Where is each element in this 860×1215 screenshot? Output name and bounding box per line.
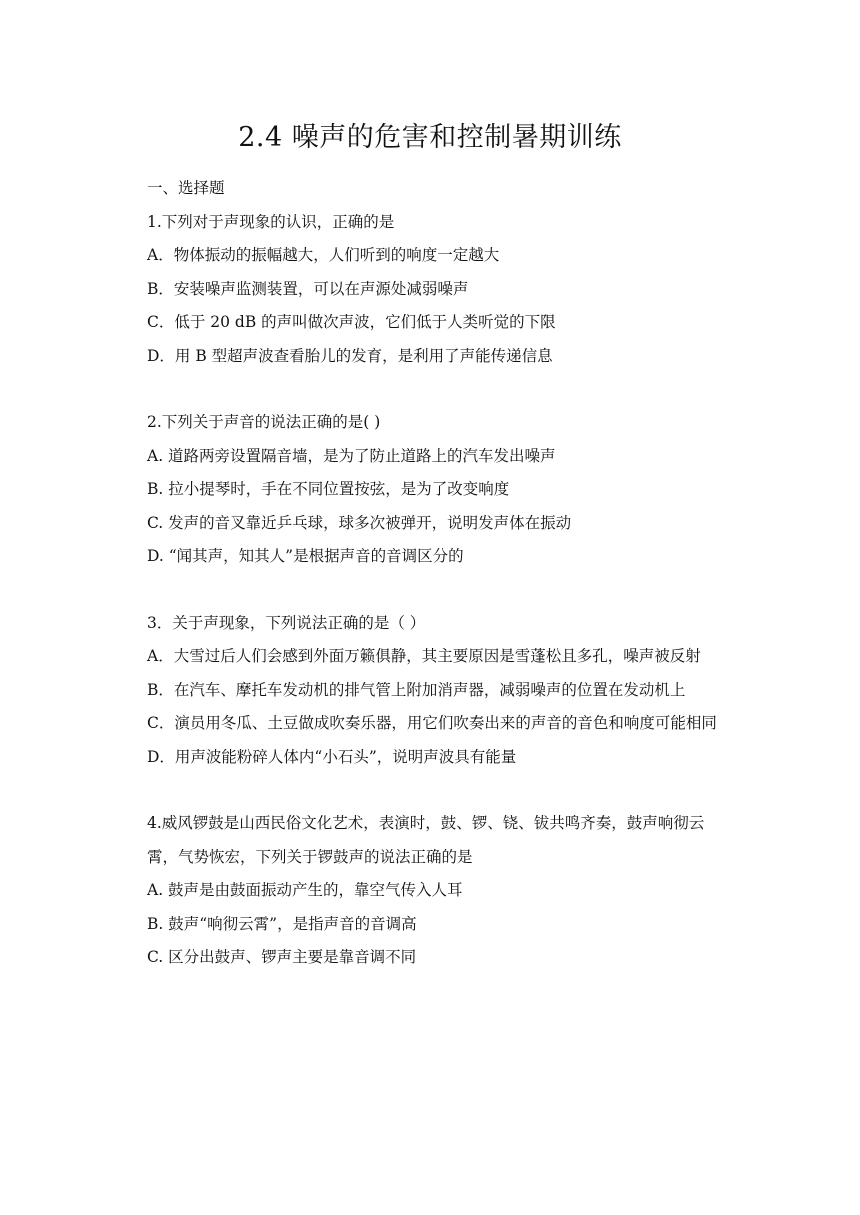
- question-stem: 1.下列对于声现象的认识，正确的是: [147, 212, 395, 231]
- section-heading: 一、选择题: [147, 179, 225, 197]
- question-spacer: [147, 574, 717, 607]
- question-stem: 2.下列关于声音的说法正确的是( ): [147, 413, 381, 431]
- option-c: C. 区分出鼓声、锣声主要是靠音调不同: [147, 948, 417, 966]
- option-d: D．用 B 型超声波查看胎儿的发育，是利用了声能传递信息: [147, 346, 553, 365]
- option-c: C. 发声的音叉靠近乒乓球，球多次被弹开，说明发声体在振动: [147, 513, 572, 532]
- question-1: [147, 206, 717, 374]
- question-spacer: [147, 774, 717, 807]
- option-a: A．大雪过后人们会感到外面万籁俱静，其主要原因是雪蓬松且多孔，噪声被反射: [147, 647, 701, 665]
- option-b: B．在汽车、摩托车发动机的排气管上附加消声器，减弱噪声的位置在发动机上: [147, 680, 686, 699]
- question-2: [147, 406, 717, 574]
- option-a: A．物体振动的振幅越大，人们听到的响度一定越大: [147, 246, 500, 264]
- option-b: B. 拉小提琴时，手在不同位置按弦，是为了改变响度: [147, 480, 510, 498]
- question-spacer: [147, 373, 717, 406]
- question-stem: 3．关于声现象，下列说法正确的是（ ）: [147, 613, 426, 632]
- option-c: C．演员用冬瓜、土豆做成吹奏乐器，用它们吹奏出来的声音的音色和响度可能相同: [147, 714, 717, 732]
- option-a: A. 道路两旁设置隔音墙，是为了防止道路上的汽车发出噪声: [147, 446, 556, 465]
- page-title: 2.4 噪声的危害和控制暑期训练: [238, 122, 622, 153]
- option-b: B．安装噪声监测装置，可以在声源处减弱噪声: [147, 279, 469, 298]
- document-body: [147, 172, 717, 975]
- option-b: B. 鼓声“响彻云霄”，是指声音的音调高: [147, 914, 417, 933]
- option-c: C．低于 20 dB 的声叫做次声波，它们低于人类听觉的下限: [147, 313, 556, 331]
- question-stem: 4.威风锣鼓是山西民俗文化艺术，表演时，鼓、锣、铙、钹共鸣齐奏，鼓声响彻云霄，气势恢宏，下列关于锣鼓声的说法正确的是: [147, 814, 705, 866]
- option-d: D. “闻其声，知其人”是根据声音的音调区分的: [147, 547, 464, 565]
- question-4: [147, 807, 717, 975]
- question-3: [147, 607, 717, 775]
- option-a: A. 鼓声是由鼓面振动产生的，靠空气传入人耳: [147, 881, 463, 899]
- option-d: D．用声波能粉碎人体内“小石头”，说明声波具有能量: [147, 747, 517, 766]
